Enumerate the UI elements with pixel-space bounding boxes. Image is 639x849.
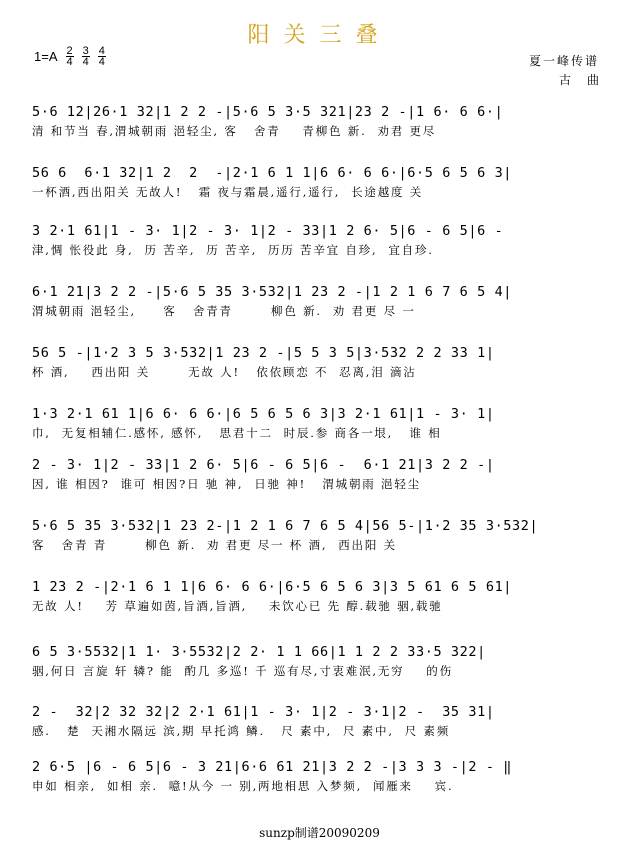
lyrics-line: 因, 谁 相因? 谁可 相因?日 驰 神, 日驰 神! 渭城朝雨 浥轻尘: [32, 477, 421, 491]
score-row: [32, 343, 608, 381]
notation-line: 6 5 3·5532|1 1· 3·5532|2 2· 1 1 66|1 1 2 2 33·5 322|: [32, 644, 486, 660]
score-row: [32, 221, 608, 259]
notation-line: 1·3 2·1 61 1|6 6· 6 6·|6 5 6 5 6 3|3 2·1 61|1 - 3· 1|: [32, 406, 495, 422]
score-row: [32, 757, 608, 795]
lyrics-line: 津,惆 怅役此 身, 历 苦辛, 历 苦辛, 历历 苦辛宜 自珍, 宜自珍.: [32, 243, 434, 257]
score-row: [32, 702, 608, 740]
lyrics-line: 清 和节当 春,渭城朝雨 浥轻尘, 客 舍青 青柳色 新. 劝君 更尽: [32, 124, 437, 138]
notation-line: 56 6 6·1 32|1 2 2 -|2·1 6 1 1|6 6· 6 6·|6·5 6 5 6 3|: [32, 165, 513, 181]
score-row: [32, 163, 608, 201]
score-row: [32, 404, 608, 442]
time-signature-2: 3 4: [82, 45, 89, 68]
score-row: [32, 282, 608, 320]
score-row: [32, 642, 608, 680]
time-signature-1: 2 4: [66, 45, 73, 68]
song-title: 阳关三叠: [247, 23, 392, 48]
notation-line: 2 - 32|2 32 32|2 2·1 61|1 - 3· 1|2 - 3·1|2 - 35 31|: [32, 704, 495, 720]
notation-line: 2 6·5 |6 - 6 5|6 - 3 21|6·6 61 21|3 2 2 -|3 3 3 -|2 - ‖: [32, 759, 513, 775]
lyrics-line: 客 舍青 青 柳色 新. 劝 君更 尽一 杯 酒, 西出阳 关: [32, 538, 397, 552]
lyrics-line: 杯 酒, 西出阳 关 无故 人! 依依顾恋 不 忍离,泪 滴沾: [32, 365, 417, 379]
transcriber-credit: 夏一峰传谱: [528, 54, 599, 68]
notation-line: 3 2·1 61|1 - 3· 1|2 - 3· 1|2 - 33|1 2 6· 5|6 - 6 5|6 -: [32, 223, 504, 239]
score-row: [32, 577, 608, 615]
notation-line: 5·6 5 35 3·532|1 23 2-|1 2 1 6 7 6 5 4|56 5-|1·2 35 3·532|: [32, 518, 539, 534]
score-row: [32, 102, 608, 140]
source-credit: 古曲: [558, 73, 615, 87]
score-row: [32, 516, 608, 554]
notation-line: 56 5 -|1·2 3 5 3·532|1 23 2 -|5 5 3 5|3·532 2 2 33 1|: [32, 345, 495, 361]
lyrics-line: 感. 楚 天湘水隔远 滨,期 早托鸿 鳞. 尺 素中, 尺 素中, 尺 素频: [32, 724, 451, 738]
notation-line: 5·6 12|26·1 32|1 2 2 -|5·6 5 3·5 321|23 2 -|1 6· 6 6·|: [32, 104, 504, 120]
score-row: [32, 455, 608, 493]
footer-credit: sunzp制谱20090209: [259, 826, 380, 840]
notation-line: 6·1 21|3 2 2 -|5·6 5 35 3·532|1 23 2 -|1 2 1 6 7 6 5 4|: [32, 284, 513, 300]
lyrics-line: 无故 人! 芳 草遍如茵,旨酒,旨酒, 未饮心已 先 醇.载驰 骃,载驰: [32, 599, 443, 613]
lyrics-line: 巾, 无复相辅仁.感怀, 感怀, 思君十二 时辰.参 商各一垠, 谁 相: [32, 426, 442, 440]
notation-line: 2 - 3· 1|2 - 33|1 2 6· 5|6 - 6 5|6 - 6·1 21|3 2 2 -|: [32, 457, 495, 473]
lyrics-line: 骃,何日 言旋 轩 辚? 能 酌几 多巡! 千 巡有尽,寸衷难泯,无穷 的伤: [32, 664, 453, 678]
key-signature: [34, 46, 106, 67]
time-signature-3: 4 4: [98, 45, 105, 68]
lyrics-line: 渭城朝雨 浥轻尘, 客 舍青青 柳色 新. 劝 君更 尽 一: [32, 304, 416, 318]
key-label: 1=A: [34, 49, 58, 64]
notation-line: 1 23 2 -|2·1 6 1 1|6 6· 6 6·|6·5 6 5 6 3|3 5 61 6 5 61|: [32, 579, 513, 595]
lyrics-line: 申如 相亲, 如相 亲. 噫!从今 一 别,两地相思 入梦频, 闻雁来 宾.: [32, 779, 454, 793]
lyrics-line: 一杯酒,西出阳关 无故人! 霜 夜与霜晨,遥行,遥行, 长途越度 关: [32, 185, 424, 199]
